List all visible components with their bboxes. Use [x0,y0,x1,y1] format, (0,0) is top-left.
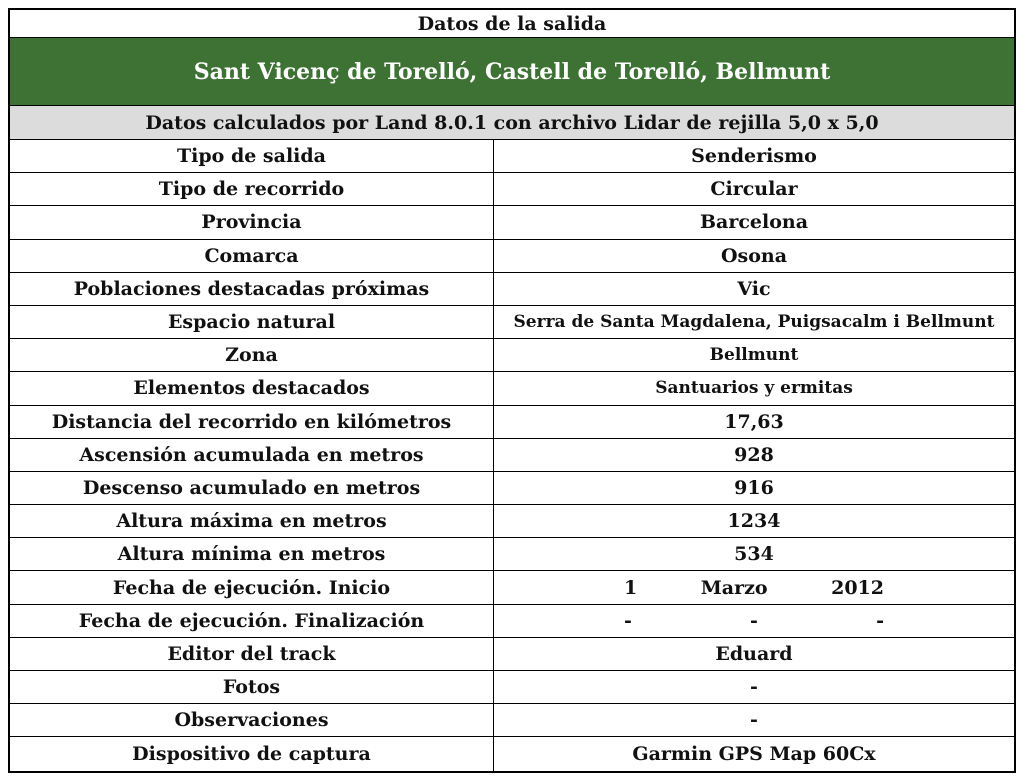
row-value: Vic [737,277,771,300]
row-label: Altura mínima en metros [10,538,494,570]
table-row [10,671,1014,704]
row-label: Fecha de ejecución. Finalización [10,605,494,637]
data-source-text: Datos calculados por Land 8.0.1 con archivo Lidar de rejilla 5,0 x 5,0 [145,111,879,134]
table-row [10,638,1014,671]
row-value: Circular [710,178,798,201]
row-value: 928 [734,443,774,466]
table-row [10,472,1014,505]
table-row [10,505,1014,538]
route-title-text: Sant Vicenç de Torelló, Castell de Torelló, Bellmunt [193,58,831,85]
header-text: Datos de la salida [417,12,607,35]
row-value: 916 [734,476,774,499]
row-value: 17,63 [724,410,784,433]
table-row [10,538,1014,571]
row-label: Comarca [10,240,494,272]
row-value [494,605,1014,637]
route-title [10,38,1014,106]
table-header [10,10,1014,38]
table-row-fecha-fin [10,605,1014,638]
row-label: Fotos [10,671,494,703]
row-value: - [750,709,758,732]
row-value: 1234 [727,510,781,533]
row-value: Garmin GPS Map 60Cx [632,742,876,765]
row-value: Osona [720,244,788,267]
row-label: Espacio natural [10,306,494,338]
date-year: - [876,609,884,632]
row-value: Barcelona [699,211,809,234]
date-month: Marzo [700,576,768,599]
table-row [10,737,1014,770]
row-value: 534 [734,543,774,566]
row-label: Provincia [10,206,494,238]
table-row [10,173,1014,206]
table-row [10,439,1014,472]
table-row [10,273,1014,306]
table-row [10,240,1014,273]
route-data-table [8,8,1016,773]
row-value: Santuarios y ermitas [655,378,853,399]
table-row [10,406,1014,439]
row-label: Dispositivo de captura [10,737,494,770]
table-row [10,306,1014,339]
row-label: Altura máxima en metros [10,505,494,537]
date-day: - [624,609,632,632]
row-value: Eduard [715,642,793,665]
row-label: Descenso acumulado en metros [10,472,494,504]
table-row-fecha-inicio [10,571,1014,604]
table-row [10,372,1014,405]
row-label: Distancia del recorrido en kilómetros [10,406,494,438]
row-value [494,571,1014,603]
row-label: Ascensión acumulada en metros [10,439,494,471]
row-label: Editor del track [10,638,494,670]
row-label: Zona [10,339,494,371]
row-label: Tipo de recorrido [10,173,494,205]
date-day: 1 [624,576,638,599]
row-label: Elementos destacados [10,372,494,404]
row-label: Tipo de salida [10,140,494,172]
row-label: Poblaciones destacadas próximas [10,273,494,305]
table-row [10,206,1014,239]
date-parts [624,610,884,632]
date-parts [624,577,884,599]
row-value: Bellmunt [709,345,799,366]
table-row [10,140,1014,173]
row-value: - [750,676,758,699]
row-value: Senderismo [691,145,817,168]
row-label: Observaciones [10,704,494,736]
row-value: Serra de Santa Magdalena, Puigsacalm i Bellmunt [513,312,995,333]
table-row [10,339,1014,372]
table-row [10,704,1014,737]
date-year: 2012 [831,576,884,599]
date-month: - [750,609,758,632]
data-source-note [10,106,1014,140]
row-label: Fecha de ejecución. Inicio [10,571,494,603]
